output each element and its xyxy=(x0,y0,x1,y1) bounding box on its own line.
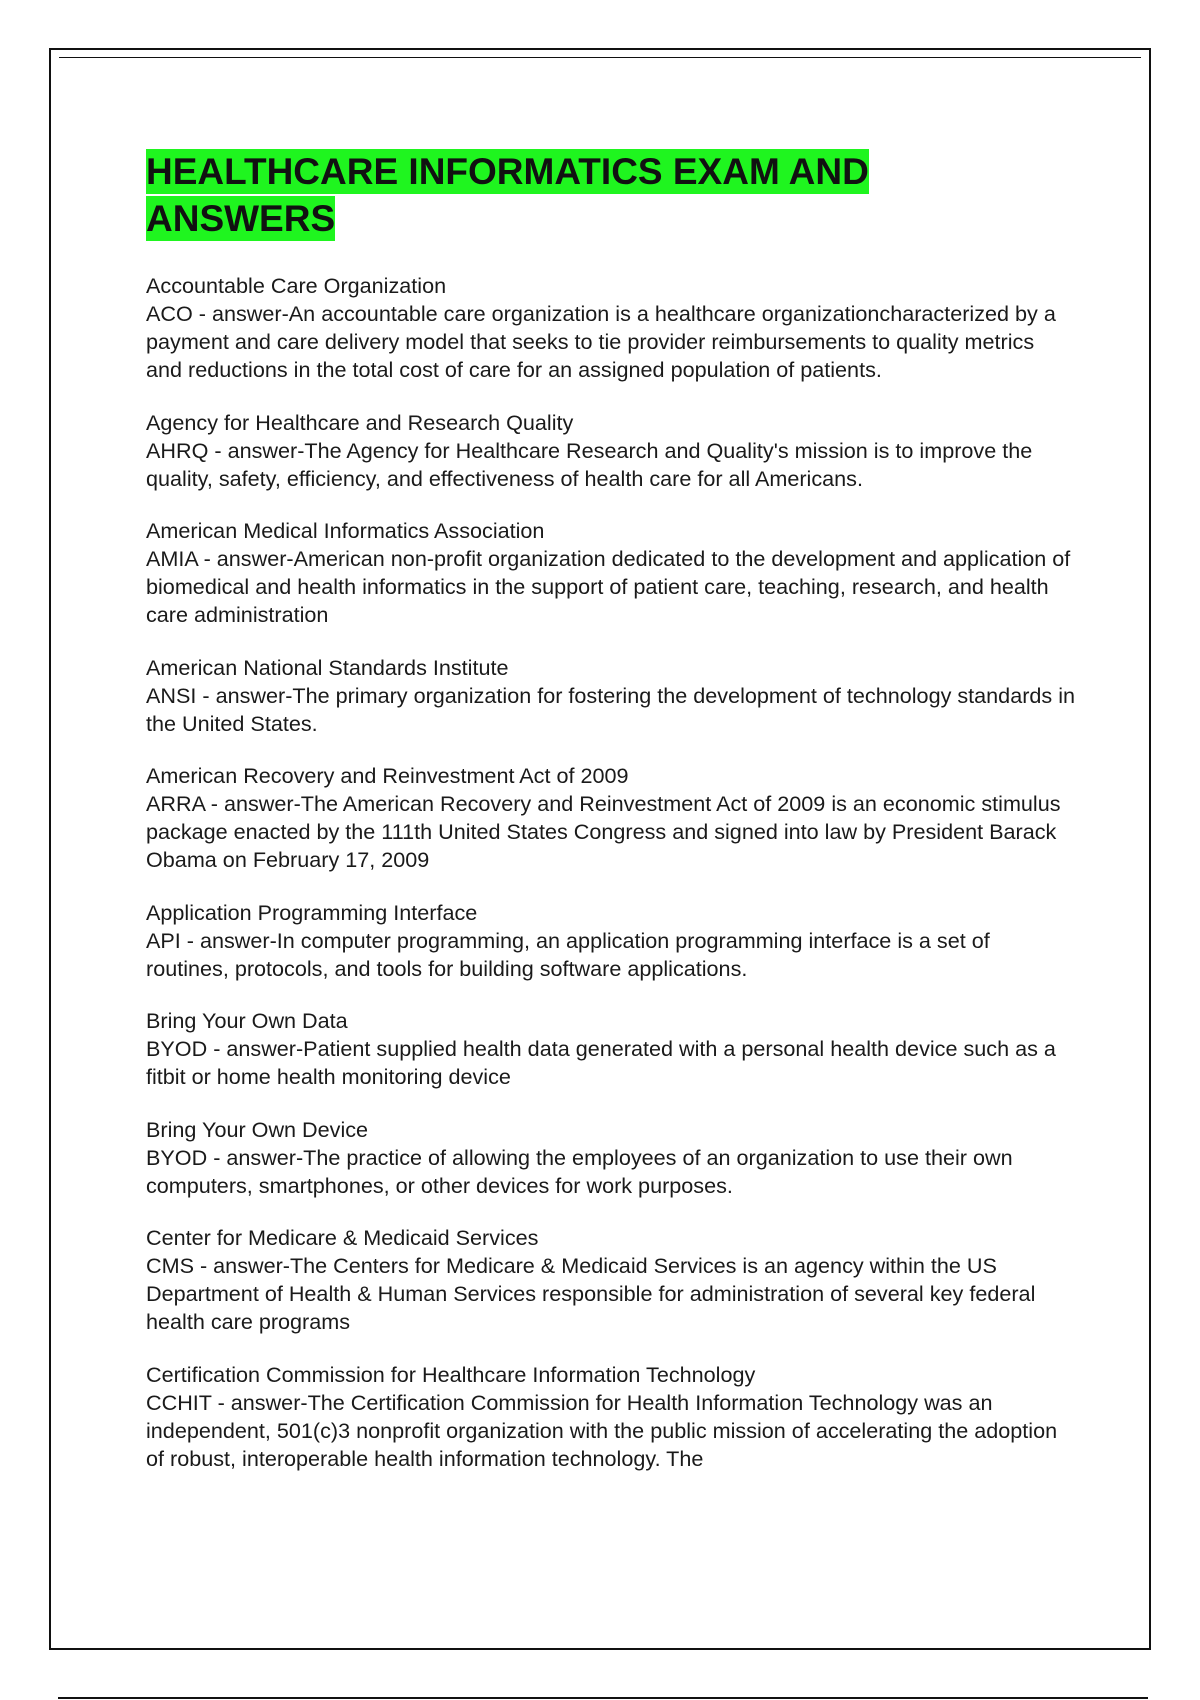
entry-answer: BYOD - answer-The practice of allowing the employees of an organization to use their own computers, smartphones, or other devices for work purposes. xyxy=(146,1144,1013,1198)
document-title xyxy=(146,148,966,242)
entry-answer: CCHIT - answer-The Certification Commission for Health Information Technology was an independent, 501(c)3 nonprofit organization with the public mission of accelerating the adoption of robust, interoperable health information technology. The xyxy=(146,1389,1058,1471)
entry-term: American Medical Informatics Association xyxy=(146,518,545,543)
entry-answer: AHRQ - answer-The Agency for Healthcare Research and Quality's mission is to improve the quality, safety, efficiency, and effectiveness of health care for all Americans. xyxy=(146,437,1033,491)
entry-term: Bring Your Own Device xyxy=(146,1116,369,1142)
frame-top-rule xyxy=(59,57,1141,58)
title-highlight: HEALTHCARE INFORMATICS EXAM AND ANSWERS xyxy=(146,151,869,239)
glossary-entry xyxy=(146,1361,1076,1473)
glossary-entry xyxy=(146,517,1076,629)
entry-answer: API - answer-In computer programming, an application programming interface is a set of routines, protocols, and tools for building software applications. xyxy=(146,927,990,981)
glossary-entry xyxy=(146,1224,1076,1336)
glossary-entry xyxy=(146,654,1076,738)
glossary-entry xyxy=(146,1116,1076,1200)
entry-answer: AMIA - answer-American non-profit organization dedicated to the development and application of biomedical and health informatics in the support of patient care, teaching, research, and health care administration xyxy=(146,546,1071,627)
next-page-top-rule xyxy=(58,1697,1148,1699)
entry-answer: CMS - answer-The Centers for Medicare & Medicaid Services is an agency within the US Department of Health & Human Services responsible for administration of several key federal health care programs xyxy=(146,1253,1036,1334)
entry-term: Certification Commission for Healthcare Information Technology xyxy=(146,1361,756,1387)
entry-answer: ANSI - answer-The primary organization for fostering the development of technology standards in the United States. xyxy=(146,682,1076,736)
glossary-entry xyxy=(146,409,1076,493)
glossary-entry xyxy=(146,899,1076,983)
entry-term: Application Programming Interface xyxy=(146,899,478,925)
glossary-entry xyxy=(146,1007,1076,1091)
entry-term: Bring Your Own Data xyxy=(146,1008,348,1033)
entry-answer: ACO - answer-An accountable care organization is a healthcare organizationcharacterized by a payment and care delivery model that seeks to tie provider reimbursements to quality metrics and reductions in the total cost of care for an assigned population of patients. xyxy=(146,301,1056,382)
glossary-entry xyxy=(146,762,1076,874)
entry-term: Accountable Care Organization xyxy=(146,273,447,298)
entry-term: Center for Medicare & Medicaid Services xyxy=(146,1225,539,1250)
entry-answer: ARRA - answer-The American Recovery and Reinvestment Act of 2009 is an economic stimulus package enacted by the 111th United States Congress and signed into law by President Barack Obama on February 17, 2009 xyxy=(146,791,1061,872)
entry-term: American Recovery and Reinvestment Act of 2009 xyxy=(146,763,629,788)
entry-answer: BYOD - answer-Patient supplied health data generated with a personal health device such as a fitbit or home health monitoring device xyxy=(146,1036,1056,1089)
entry-term: Agency for Healthcare and Research Quality xyxy=(146,409,574,435)
document-body xyxy=(146,148,1076,1497)
entry-term: American National Standards Institute xyxy=(146,654,509,680)
glossary-entry xyxy=(146,272,1076,384)
